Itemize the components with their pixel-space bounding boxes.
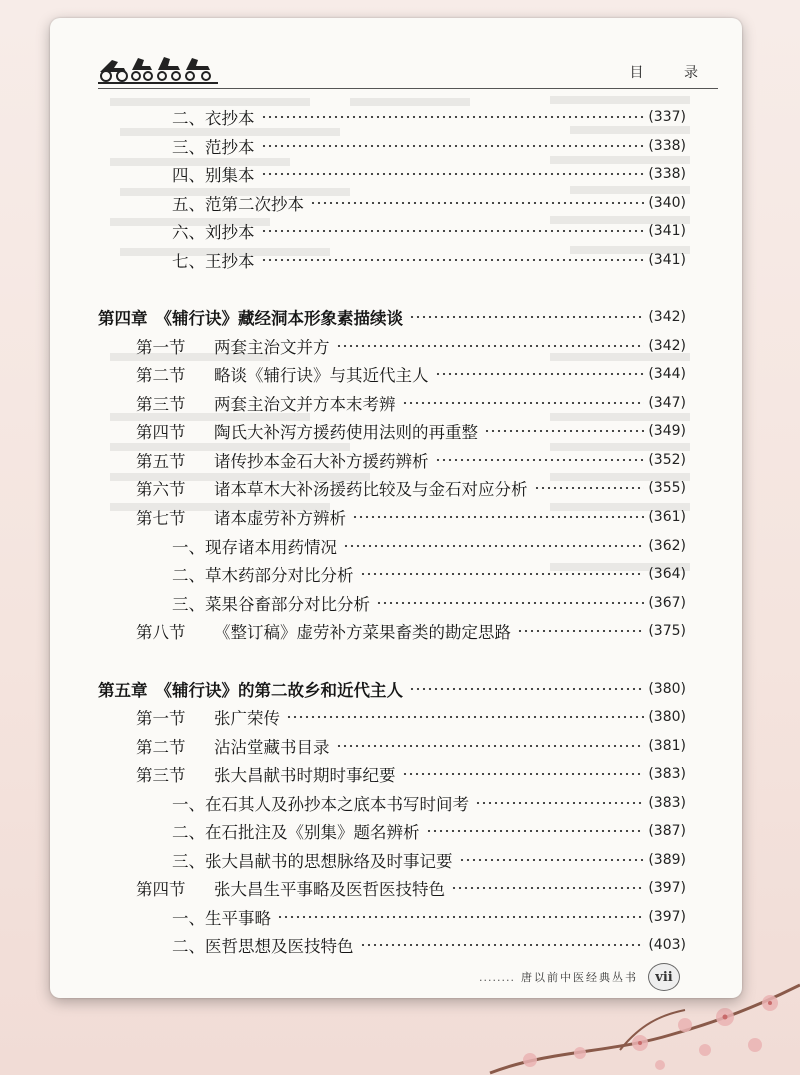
toc-section-entry[interactable] <box>136 504 686 530</box>
page-footer <box>479 963 680 991</box>
dot-leader <box>261 230 645 232</box>
entry-title: 《辅行诀》的第二故乡和近代主人 <box>155 681 403 700</box>
entry-title: 张大昌献书时期时事纪要 <box>214 766 396 785</box>
dot-leader <box>360 573 645 575</box>
toc-subsection-entry[interactable] <box>172 561 686 587</box>
dot-leader <box>459 859 645 861</box>
entry-number: 第一节 <box>136 709 186 728</box>
dot-leader <box>261 173 645 175</box>
toc-section-entry[interactable] <box>136 875 686 901</box>
entry-title: 一、在石其人及孙抄本之底本书写时间考 <box>172 795 469 814</box>
entry-page-number: (342) <box>648 309 686 325</box>
entry-number: 第三节 <box>136 395 186 414</box>
toc-section-entry[interactable] <box>136 761 686 787</box>
book-page <box>50 18 742 998</box>
toc-section-entry[interactable] <box>136 390 686 416</box>
dot-leader <box>310 202 644 204</box>
entry-title: 七、王抄本 <box>172 252 255 271</box>
entry-title: 二、衣抄本 <box>172 109 255 128</box>
dot-leader <box>435 373 645 375</box>
toc-section-entry[interactable] <box>136 733 686 759</box>
entry-page-number: (352) <box>648 452 686 468</box>
entry-title: 一、现存诸本用药情况 <box>172 538 337 557</box>
entry-page-number: (381) <box>648 738 686 754</box>
entry-page-number: (347) <box>648 395 686 411</box>
dot-leader <box>336 745 645 747</box>
entry-page-number: (383) <box>648 766 686 782</box>
entry-number: 第四节 <box>136 423 186 442</box>
entry-page-number: (403) <box>648 937 686 953</box>
entry-page-number: (389) <box>648 852 686 868</box>
entry-number: 第五章 <box>98 681 148 700</box>
dot-leader <box>484 430 644 432</box>
entry-number: 第二节 <box>136 738 186 757</box>
dot-leader <box>409 316 644 318</box>
entry-title: 两套主治文并方本末考辨 <box>214 395 396 414</box>
entry-title: 一、生平事略 <box>172 909 271 928</box>
dot-leader <box>261 145 645 147</box>
dot-leader <box>343 545 644 547</box>
dot-leader <box>475 802 644 804</box>
dot-leader <box>360 944 645 946</box>
footer-series-title: 唐以前中医经典丛书 <box>521 971 638 984</box>
entry-page-number: (397) <box>648 880 686 896</box>
toc-subsection-entry[interactable] <box>172 104 686 130</box>
toc-chapter-entry[interactable] <box>98 676 686 702</box>
toc-subsection-entry[interactable] <box>172 190 686 216</box>
footer-dots: ........ <box>479 970 515 984</box>
entry-page-number: (367) <box>648 595 686 611</box>
toc-subsection-entry[interactable] <box>172 847 686 873</box>
entry-page-number: (337) <box>648 109 686 125</box>
entry-number: 第六节 <box>136 480 186 499</box>
toc-section-entry[interactable] <box>136 418 686 444</box>
entry-title: 沾沾堂藏书目录 <box>214 738 330 757</box>
entry-page-number: (387) <box>648 823 686 839</box>
entry-page-number: (375) <box>648 623 686 639</box>
dot-leader <box>336 345 645 347</box>
entry-title: 《整订稿》虚劳补方菜果畜类的勘定思路 <box>214 623 511 642</box>
toc-subsection-entry[interactable] <box>172 161 686 187</box>
toc-subsection-entry[interactable] <box>172 590 686 616</box>
entry-title: 六、刘抄本 <box>172 223 255 242</box>
toc-subsection-entry[interactable] <box>172 533 686 559</box>
toc-subsection-entry[interactable] <box>172 932 686 958</box>
toc-section-entry[interactable] <box>136 333 686 359</box>
page-number-badge: vii <box>648 963 680 991</box>
dot-leader <box>435 459 645 461</box>
dot-leader <box>426 830 645 832</box>
entry-title: 二、在石批注及《别集》题名辨析 <box>172 823 420 842</box>
entry-title: 二、医哲思想及医技特色 <box>172 937 354 956</box>
toc-subsection-entry[interactable] <box>172 218 686 244</box>
entry-number: 第三节 <box>136 766 186 785</box>
entry-number: 第二节 <box>136 366 186 385</box>
entry-title: 诸本草木大补汤援药比较及与金石对应分析 <box>214 480 528 499</box>
dot-leader <box>517 630 644 632</box>
entry-title: 陶氏大补泻方援药使用法则的再重整 <box>214 423 478 442</box>
entry-page-number: (380) <box>648 681 686 697</box>
entry-page-number: (397) <box>648 909 686 925</box>
toc-section-entry[interactable] <box>136 618 686 644</box>
dot-leader <box>402 402 645 404</box>
toc-section-entry[interactable] <box>136 704 686 730</box>
dot-leader <box>409 688 644 690</box>
entry-number: 第八节 <box>136 623 186 642</box>
entry-page-number: (361) <box>648 509 686 525</box>
entry-number: 第七节 <box>136 509 186 528</box>
entry-page-number: (349) <box>648 423 686 439</box>
dot-leader <box>402 773 645 775</box>
toc-section-entry[interactable] <box>136 361 686 387</box>
dot-leader <box>376 602 644 604</box>
entry-title: 三、张大昌献书的思想脉络及时事记要 <box>172 852 453 871</box>
dot-leader <box>261 259 645 261</box>
entry-page-number: (338) <box>648 138 686 154</box>
toc-chapter-entry[interactable] <box>98 304 686 330</box>
entry-number: 第四章 <box>98 309 148 328</box>
toc-section-entry[interactable] <box>136 447 686 473</box>
toc-subsection-entry[interactable] <box>172 818 686 844</box>
entry-title: 略谈《辅行诀》与其近代主人 <box>214 366 429 385</box>
entry-page-number: (344) <box>648 366 686 382</box>
toc-subsection-entry[interactable] <box>172 247 686 273</box>
entry-title: 三、范抄本 <box>172 138 255 157</box>
dot-leader <box>261 116 645 118</box>
table-of-contents <box>50 18 742 998</box>
entry-page-number: (342) <box>648 338 686 354</box>
entry-title: 五、范第二次抄本 <box>172 195 304 214</box>
entry-title: 三、菜果谷畜部分对比分析 <box>172 595 370 614</box>
entry-title: 诸本虚劳补方辨析 <box>214 509 346 528</box>
entry-page-number: (380) <box>648 709 686 725</box>
dot-leader <box>286 716 644 718</box>
entry-page-number: (338) <box>648 166 686 182</box>
toc-subsection-entry[interactable] <box>172 133 686 159</box>
dot-leader <box>451 887 644 889</box>
entry-page-number: (364) <box>648 566 686 582</box>
entry-title: 诸传抄本金石大补方援药辨析 <box>214 452 429 471</box>
entry-title: 《辅行诀》藏经洞本形象素描续谈 <box>155 309 403 328</box>
toc-section-entry[interactable] <box>136 475 686 501</box>
entry-page-number: (341) <box>648 223 686 239</box>
dot-leader <box>277 916 644 918</box>
entry-number: 第四节 <box>136 880 186 899</box>
entry-page-number: (362) <box>648 538 686 554</box>
entry-title: 张广荣传 <box>214 709 280 728</box>
entry-page-number: (340) <box>648 195 686 211</box>
entry-page-number: (355) <box>648 480 686 496</box>
entry-title: 两套主治文并方 <box>214 338 330 357</box>
dot-leader <box>352 516 644 518</box>
header-title: 目 录 <box>629 65 716 81</box>
entry-page-number: (383) <box>648 795 686 811</box>
entry-number: 第五节 <box>136 452 186 471</box>
toc-subsection-entry[interactable] <box>172 790 686 816</box>
entry-title: 四、别集本 <box>172 166 255 185</box>
entry-title: 二、草木药部分对比分析 <box>172 566 354 585</box>
dot-leader <box>534 487 645 489</box>
toc-subsection-entry[interactable] <box>172 904 686 930</box>
entry-page-number: (341) <box>648 252 686 268</box>
entry-number: 第一节 <box>136 338 186 357</box>
entry-title: 张大昌生平事略及医哲医技特色 <box>214 880 445 899</box>
